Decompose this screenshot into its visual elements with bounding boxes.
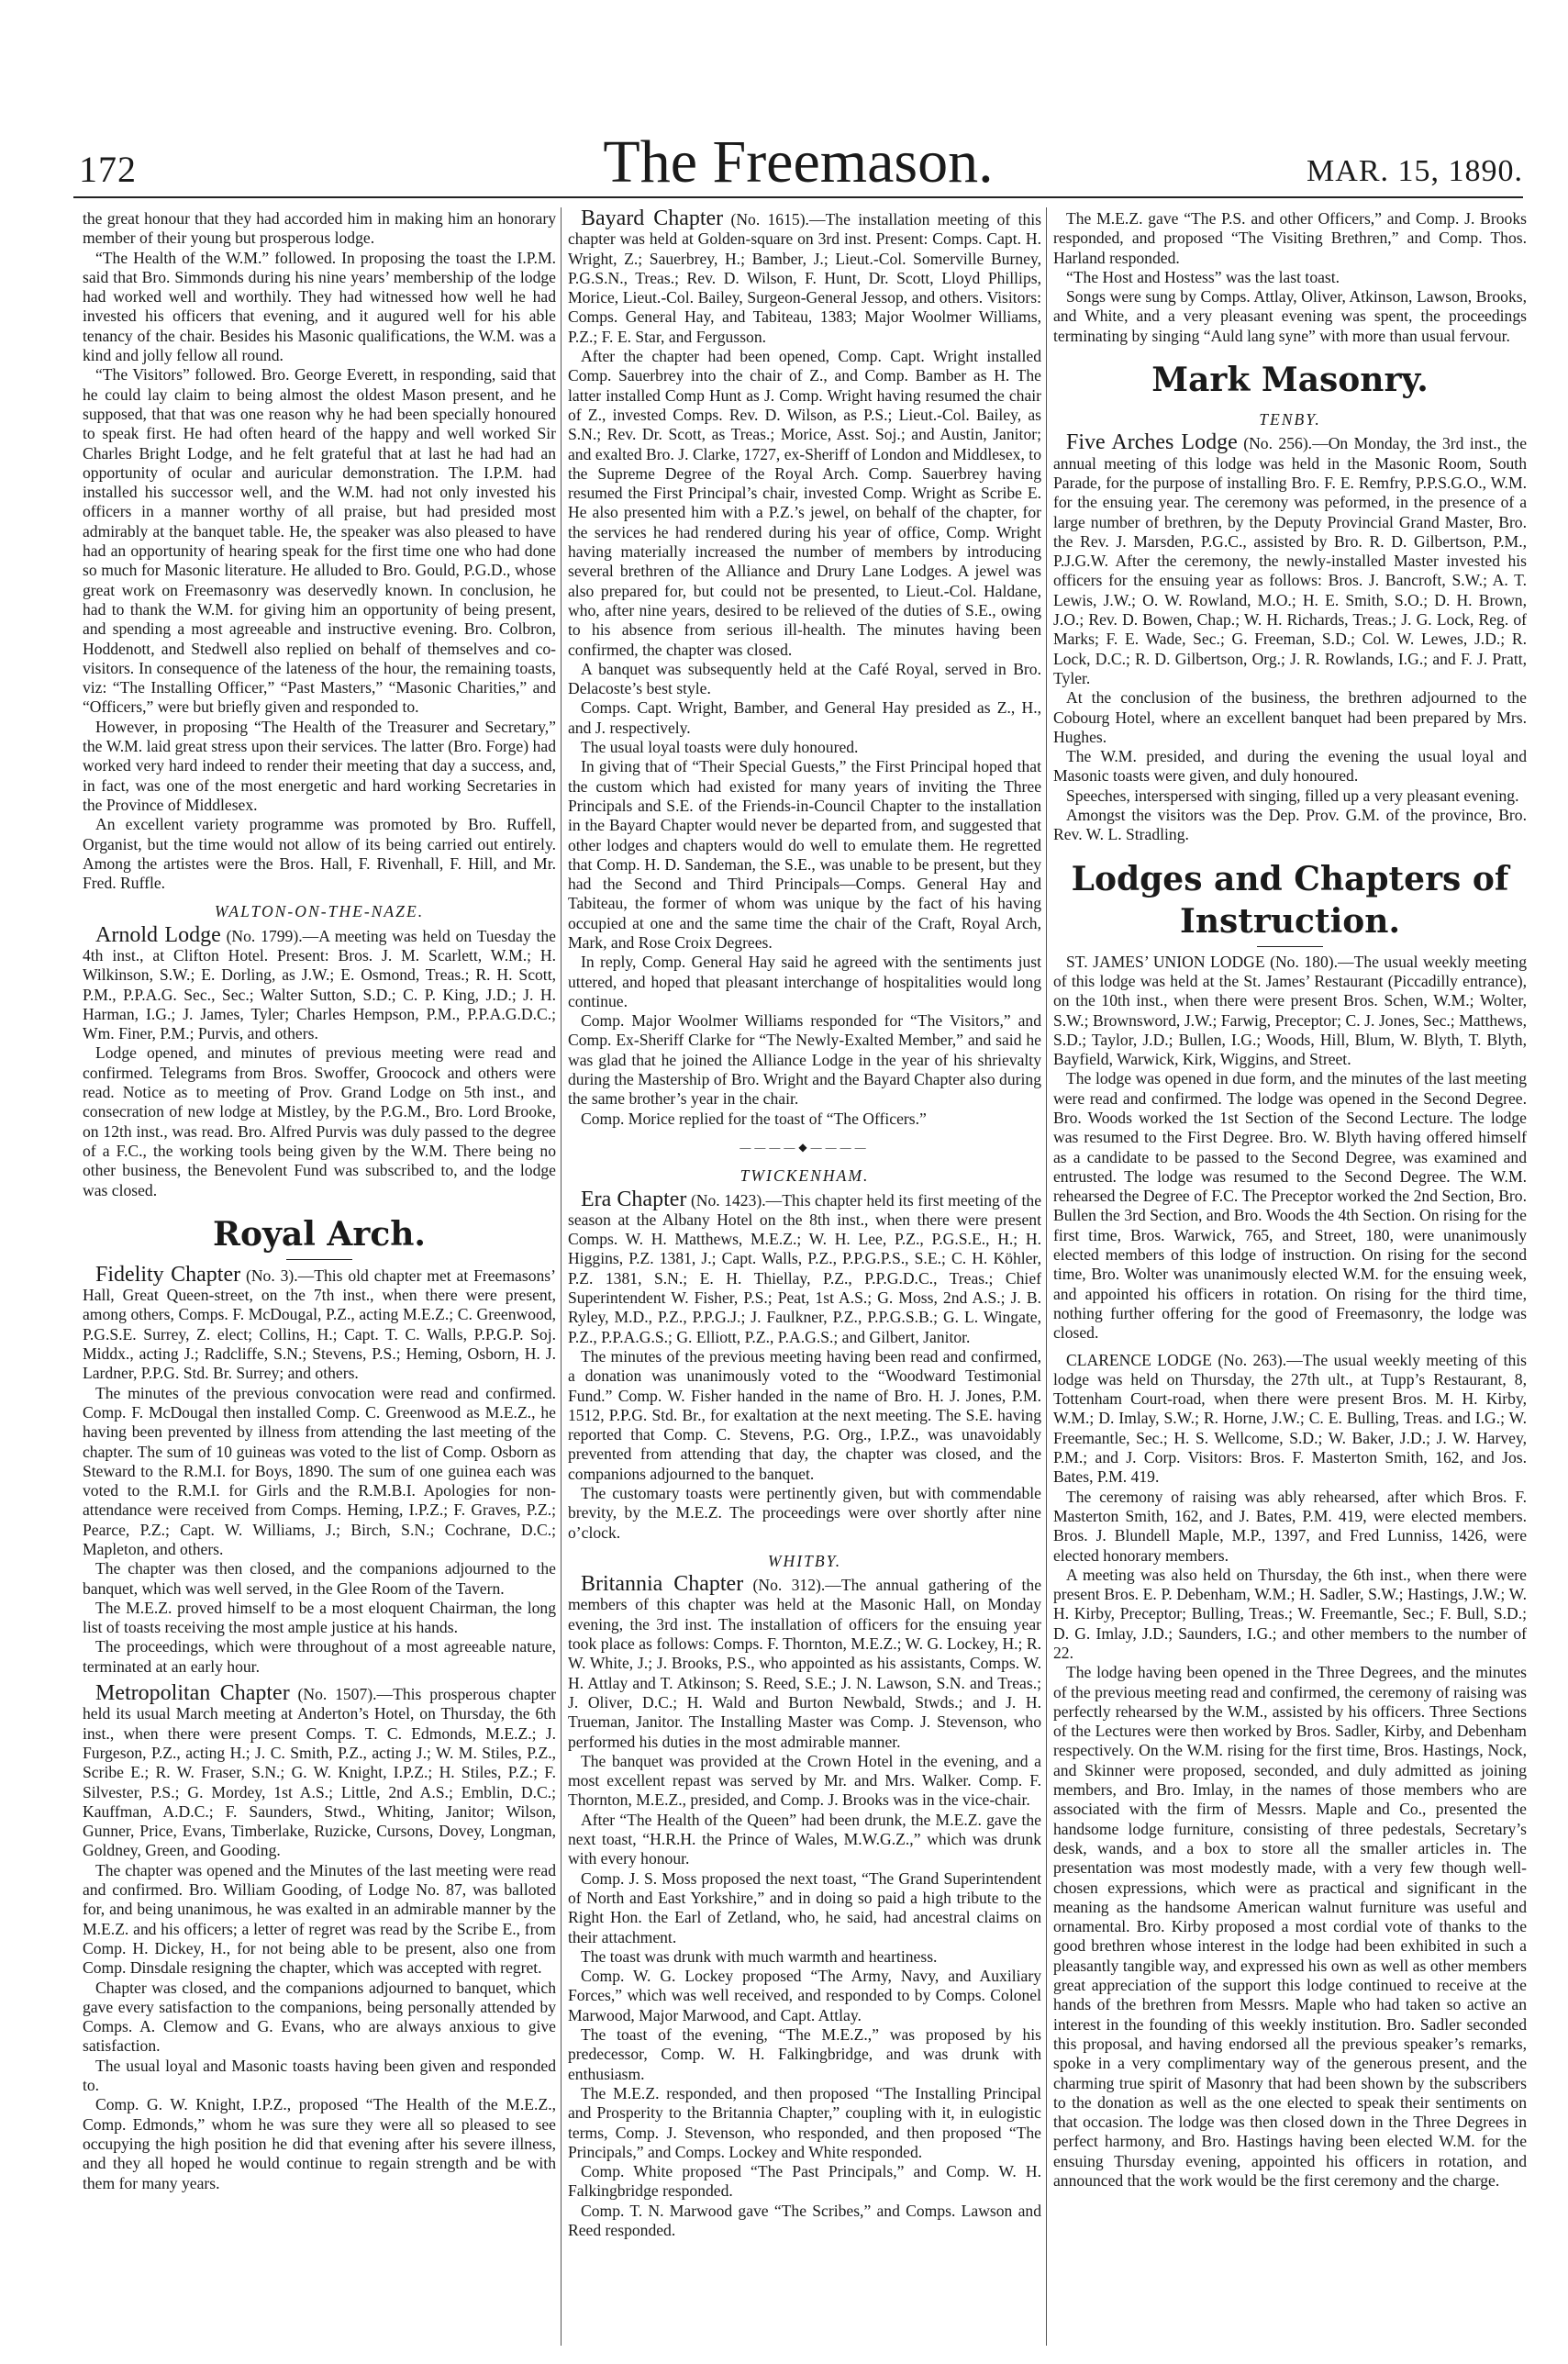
report-text: —The usual weekly meeting of this lodge was held at the St. James’ Restaurant (Piccadilly entrance), on the 10th inst., when there were present Bros. Schen, W.M.; Wolter, S.W.; Brownsword, J.W.; Farwig, Preceptor; C. J. Jones, Sec.; Matthews, S.D.; Taylor, J.D.; Bullen, I.G.; Woods, Hill, Blum, W. Blyth, T. Blyth, Bayfield, Warwick, Kirk, Wiggins, and Street. — [1053, 952, 1527, 1069]
paragraph: The toast was drunk with much warmth and heartiness. — [581, 1946, 938, 1966]
paragraph: Comps. Capt. Wright, Bamber, and General Hay presided as Z., H., and J. respectively. — [568, 698, 1041, 737]
paragraph: The lodge having been opened in the Three Degrees, and the minutes of the previous meeting read and confirmed, the ceremony of raising was perfectly rehearsed by the W.M., assisted by his officers. Three Sections of the Lectures were then worked by Bros. Sadler, Kirby, and Debenham respectively. On the W.M. rising for the first time, Bros. Hastings, Nock, and Skinner were proposed, seconded, and duly admitted as joining members, and Bro. Imlay, in the names of those members who are associated with the firm of Messrs. Maple and Co., presented the handsome lodge furniture, consisting of three pedestals, Secretary’s desk, wands, and a box to store all the smaller articles in. The presentation was most modestly made, with a very few though well-chosen expressions, which were as practical and significant in the meaning as the handsome American walnut furniture was useful and ornamental. Bro. Kirby proposed a most cordial vote of thanks to the good brethren whose interest in the lodge had been exhibited in such a pleasantly tangible way, and expressed his own as well as other members great appreciation of the support this lodge continued to receive at the hands of the brethren from Messrs. Maple who had taken so active an interest in the founding of this weekly institution. Bro. Sadler seconded this proposal, and having endorsed all the previous speaker’s remarks, spoke in a very complimentary way of the generous present, and the charming true spirit of Masonry that had been shown by the subscribers to the donation as well as the one elected to speak their sentiments on that occasion. The lodge was then closed down in the Three Degrees in perfect harmony, and Bro. Hastings having been elected W.M. for the ensuing Thursday evening, appointed his officers in rotation, and announced that the work would be the first ceremony and the charge. — [1053, 1663, 1527, 2191]
paragraph: The M.E.Z. gave “The P.S. and other Officers,” and Comp. J. Brooks responded, and proposed “The Visiting Brethren,” and Comp. Thos. Harland responded. — [1053, 209, 1527, 267]
paragraph: Amongst the visitors was the Dep. Prov. G.M. of the province, Bro. Rev. W. L. Stradling. — [1053, 806, 1527, 844]
report-heading: Britannia Chapter — [581, 1572, 744, 1597]
ornament-divider: ————◆———— — [740, 1140, 870, 1154]
paragraph: The chapter was then closed, and the companions adjourned to the banquet, which was well served, in the Glee Room of the Tavern. — [83, 1559, 556, 1598]
report-paragraph — [83, 922, 556, 1044]
column-3 — [1053, 209, 1527, 2338]
paragraph: The banquet was provided at the Crown Hotel in the evening, and a most excellent repast was served by Mr. and Mrs. Walker. Comp. F. Thornton, M.E.Z., presided, and Comp. J. Brooks was in the vice-chair. — [568, 1751, 1041, 1810]
paragraph: “The Health of the W.M.” followed. In proposing the toast the I.P.M. said that Bro. Simmonds during his nine years’ membership of the lodge had worked well and worthily. They had witnessed how well he had invested his officers that evening, and it augured well for his able tenancy of the chair. Besides his Masonic qualifications, the W.M. was a kind and jolly fellow all round. — [83, 248, 556, 365]
report-text: —On Monday, the 3rd inst., the annual meeting of this lodge was held in the Masonic Room, South Parade, for the purpose of installing Bro. F. E. Remfry, P.P.S.G.O., W.M. for the ensuing year. The ceremony was peformed, in the presence of a large number of brethren, by the Deputy Provincial Grand Master, Bro. the Rev. J. Marsden, P.G.C., assisted by Bro. R. D. Gilbertson, P.M., P.J.G.W. After the ceremony, the newly-installed Master invested his officers for the ensuing year as follows: Bros. J. Bancroft, S.W.; A. T. Lewis, J.W.; O. W. Rowland, M.O.; H. E. Smith, S.O.; D. H. Brown, J.O.; Rev. D. Bowen, Chap.; W. H. Richards, Treas.; J. G. Lock, Reg. of Marks; F. E. Wade, Sec.; G. Freeman, S.D.; Col. W. Lewes, J.D.; R. Lock, D.C.; R. D. Gilbertson, Org.; J. R. Rowlands, I.G.; and F. J. Pratt, Tyler. — [1053, 434, 1527, 687]
lodge-number: (No. 1423). — [690, 1190, 766, 1210]
paragraph: The lodge was opened in due form, and the minutes of the last meeting were read and confirmed. The lodge was opened in the Second Degree. Bro. Woods worked the 1st Section of the Second Lecture. The lodge was resumed to the First Degree. Bro. W. Blyth having offered himself as a candidate to be passed to the Second Degree, was examined and entrusted. The lodge was resumed to the Second Degree. The W.M. rehearsed the Degree of F.C. The Preceptor worked the 2nd Section, Bro. Bullen the 3rd Section, and Bro. Woods the 4th Section. On rising for the first time, Bros. Warwick, 765, and Street, 180, were unanimously elected members of this lodge of instruction. On rising for the second time, Bro. Wolter was unanimously elected W.M. for the ensuing week, and appointed his officers in rotation. On rising for the third time, nothing further offering for the good of Freemasonry, the lodge was closed. — [1053, 1069, 1527, 1343]
section-title: Lodges and Chapters of — [1071, 859, 1509, 898]
column-rule — [561, 207, 562, 2346]
paragraph: The minutes of the previous convocation were read and confirmed. Comp. F. McDougal then installed Comp. C. Greenwood as M.E.Z., he having been prevented by illness from attending the last meeting of the chapter. The sum of 10 guineas was voted to the list of Comp. Osborn as Steward to the R.M.I. for Boys, 1890. The sum of one guinea each was voted to the R.M.I. for Girls and the R.M.B.I. Apologies for non-attendance were received from Comps. Heming, I.P.Z.; F. Graves, P.Z.; Pearce, P.Z.; Capt. W. Williams, J.; Birch, S.N.; Cochrane, D.C.; Mapleton, and others. — [83, 1383, 556, 1558]
section-heading-royal-arch — [83, 1213, 556, 1260]
paragraph: After the chapter had been opened, Comp. Capt. Wright installed Comp. Sauerbrey into the chair of Z., and Comp. Bamber as H. The latter installed Comp Hunt as J. Comp. Wright having resumed the chair of Z., invested Comps. Rev. D. Wilson, as P.S.; Lieut.-Col. Bailey, as S.N.; Rev. Dr. Scott, as Treas.; Morice, Asst. Soj.; and Austin, Janitor; and exalted Bro. J. Clarke, 1727, ex-Sheriff of London and Middlesex, to the Supreme Degree of the Royal Arch. Comp. Sauerbrey having resumed the First Principal’s chair, invested Comp. Wright as Scribe E. He also presented him with a P.Z.’s jewel, on behalf of the chapter, for the services he had rendered during his year of office, Comp. Wright having materially increased the number of members by introducing several brethren of the Alliance and Drury Lane Lodges. A jewel was also prepared for, but could not be presented, to Lieut.-Col. Haldane, who, after nine years, desired to be relieved of the duties of S.E., owing to his absence from serious ill-health. The minutes having been confirmed, the chapter was closed. — [568, 347, 1041, 659]
lodge-number: (No. 256). — [1243, 434, 1313, 453]
paragraph: An excellent variety programme was promoted by Bro. Ruffell, Organist, but the time would not allow of its being carried out entirely. Among the artistes were the Bros. Hall, F. Rivenhall, F. Hill, and Mr. Fred. Ruffle. — [83, 815, 556, 893]
report-heading: Five Arches Lodge — [1066, 430, 1238, 455]
lodge-number: (No. 3). — [245, 1266, 298, 1285]
paragraph: At the conclusion of the business, the brethren adjourned to the Cobourg Hotel, where an excellent banquet had been prepared by Mrs. Hughes. — [1053, 688, 1527, 746]
paragraph: A meeting was also held on Thursday, the 6th inst., when there were present Bros. E. P. Debenham, W.M.; H. Sadler, S.W.; Hastings, J.W.; W. H. Kirby, Preceptor; Bulling, Treas.; W. Freemantle, Sec.; F. Bull, S.D.; D. G. Imlay, J.D.; Saunders, I.G.; and other members to the number of 22. — [1053, 1565, 1527, 1662]
paragraph: The ceremony of raising was ably rehearsed, after which Bros. F. Masterton Smith, 162, and J. Bates, P.M. 419, were elected members. Bros. J. Blundell Maple, M.P., 1397, and Fred Lunniss, 1426, were elected honorary members. — [1053, 1487, 1527, 1565]
paragraph: “The Host and Hostess” was the last toast. — [1066, 267, 1340, 286]
paragraph: After “The Health of the Queen” had been drunk, the M.E.Z. gave the next toast, “H.R.H. the Prince of Wales, M.W.G.Z.,” which was drunk with every honour. — [568, 1810, 1041, 1868]
page-header — [73, 108, 1523, 198]
report-paragraph — [1053, 1351, 1527, 1488]
report-heading: Fidelity Chapter — [95, 1262, 241, 1287]
report-text: —This prosperous chapter held its usual March meeting at Anderton’s Hotel, on Thursday, the 6th inst., when there were present Comps. T. C. Edmonds, M.E.Z.; J. Furgeson, P.Z., acting H.; J. C. Smith, P.Z., acting J.; W. M. Stiles, P.Z., Scribe E.; R. W. Fraser, S.N.; G. W. Knight, I.P.Z.; H. Stiles, P.Z.; F. Silvester, P.S.; G. Mordey, 1st A.S.; Little, 2nd A.S.; Emblin, D.C.; Kauffman, A.D.C.; F. Saunders, Stwd., Whiting, Janitor; Wilson, Gunner, Price, Evans, Timberlake, Ruzicke, Cursons, Dovey, Longman, Goldney, Green, and Gooding. — [83, 1685, 556, 1860]
place-heading: TENBY. — [1259, 410, 1321, 429]
lodge-number: (No. 312). — [752, 1576, 826, 1595]
paragraph: The M.E.Z. proved himself to be a most eloquent Chairman, the long list of toasts receiving the most ample justice at his hands. — [83, 1598, 556, 1637]
paragraph: Songs were sung by Comps. Attlay, Oliver, Atkinson, Lawson, Brooks, and White, and a very pleasant evening was spent, the proceedings terminating by singing “Auld lang syne” with more than usual fervour. — [1053, 287, 1527, 345]
report-heading: Bayard Chapter — [581, 209, 724, 230]
paragraph: Comp. T. N. Marwood gave “The Scribes,” and Comps. Lawson and Reed responded. — [568, 2201, 1041, 2239]
paragraph: The minutes of the previous meeting having been read and confirmed, a donation was unanimously voted to the “Woodward Testimonial Fund.” Comp. W. Fisher handed in the name of Bro. H. J. Jones, P.M. 1512, P.P.G. Std. Br., for exaltation at the next meeting. The S.E. having reported that Comp. C. Stevens, P.G. Org., I.P.Z., was unavoidably prevented from attending that day, the chapter was closed, and the companions adjourned to the banquet. — [568, 1346, 1041, 1483]
paragraph: The toast of the evening, “The M.E.Z.,” was proposed by his predecessor, Comp. W. H. Falkingbridge, and was drunk with enthusiasm. — [568, 2025, 1041, 2083]
place-heading: WHITBY. — [767, 1551, 842, 1570]
paragraph: The W.M. presided, and during the evening the usual loyal and Masonic toasts were given, and duly honoured. — [1053, 747, 1527, 786]
section-title: Royal Arch. — [213, 1214, 426, 1254]
paragraph: Comp. W. G. Lockey proposed “The Army, Navy, and Auxiliary Forces,” which was well received, and responded to by Comps. Colonel Marwood, Major Marwood, and Capt. Attlay. — [568, 1967, 1041, 2024]
report-paragraph — [568, 1187, 1041, 1347]
paragraph: However, in proposing “The Health of the Treasurer and Secretary,” the W.M. laid great stress upon their services. The latter (Bro. Forge) had worked very hard indeed to render their meeting that day a success, and, in fact, was one of the most energetic and hard working Secretaries in the Province of Middlesex. — [83, 717, 556, 814]
report-text: —This chapter held its first meeting of the season at the Albany Hotel on the 8th inst., when there were present Comps. W. H. Matthews, M.E.Z.; W. H. Lee, P.Z., P.G.S.E., H.; H. Higgins, P.Z. 1381, J.; Capt. Walls, P.Z., P.P.G.P.S., S.E.; C. H. Köhler, P.Z. 1381, S.N.; E. H. Thiellay, P.Z., P.P.G.D.C., Treas.; Chief Superintendent W. Fisher, P.S.; Peat, 1st A.S.; G. Moss, 2nd A.S.; J. B. Ryley, M.D., P.Z., P.P.G.J.; J. Faulkner, P.Z., P.P.G.S.B.; G. L. Wingate, P.Z., P.P.A.G.S.; G. Elliott, P.Z., P.A.G.S.; and Gilbert, Janitor. — [568, 1190, 1041, 1346]
paragraph: The customary toasts were pertinently given, but with commendable brevity, by the M.E.Z. The proceedings were over shortly after nine o’clock. — [568, 1484, 1041, 1542]
section-rule — [286, 1259, 352, 1260]
report-heading: Metropolitan Chapter — [95, 1681, 290, 1706]
paragraph: In giving that of “Their Special Guests,” the First Principal hoped that the custom which had existed for many years of inviting the Three Principals and S.E. of the Friends-in-Council Chapter to the installation in the Bayard Chapter would never be departed from, and suggested that other lodges and chapters would do well to emulate them. He regretted that Comp. H. D. Sandeman, the S.E., was unable to be present, but they had the Second and Third Principals—Comps. General Hay and Tabiteau, the former of whom was unique by the fact of his having occupied at one and the same time the chair of the Craft, Royal Arch, Mark, and Rose Croix Degrees. — [568, 757, 1041, 952]
report-paragraph — [83, 1681, 556, 1861]
paragraph: Speeches, interspersed with singing, filled up a very pleasant evening. — [1066, 786, 1519, 805]
place-heading: TWICKENHAM. — [740, 1166, 870, 1186]
report-paragraph — [568, 209, 1041, 347]
lodge-number: (No. 1507). — [297, 1685, 377, 1704]
paragraph: A banquet was subsequently held at the Café Royal, served in Bro. Delacoste’s best style. — [568, 659, 1041, 698]
lodge-number: (No. 1799). — [226, 926, 303, 945]
paragraph: Comp. J. S. Moss proposed the next toast, “The Grand Superintendent of North and East Yorkshire,” and in doing so paid a high tribute to the Right Hon. the Earl of Zetland, who, he said, had ancestral claims on their attachment. — [568, 1868, 1041, 1946]
report-paragraph — [1053, 430, 1527, 688]
section-heading-mark-masonry — [1053, 359, 1527, 401]
paragraph: “The Visitors” followed. Bro. George Everett, in responding, said that he could lay claim to being almost the oldest Mason present, and he supposed, that that was one reason why he had been specially honoured to speak first. He had often heard of the happy and well worked Sir Charles Bright Lodge, and he felt grateful that at last he had had an opportunity of ocular and auricular demonstration. The I.P.M. had installed his successor well, and the W.M. had not only invested his officers in a manner worthy of all praise, but had presided most admirably at the banquet table. He, the speaker was also pleased to have had an opportunity of hearing speak for the first time one who had done so much for Masonic literature. He alluded to Bro. Gould, P.G.D., whose great work on Freemasonry was deservedly known. In conclusion, he had to thank the W.M. for giving him an opportunity of being present, and spending a most agreeable and instructive evening. Bro. Colbron, Hoddenott, and Stedwell also replied on behalf of themselves and co-visitors. In consequence of the lateness of the hour, the remaining toasts, viz: “The Installing Officer,” “Past Masters,” “Masonic Charities,” and “Officers,” were but briefly given and responded to. — [83, 365, 556, 717]
paragraph: Lodge opened, and minutes of previous meeting were read and confirmed. Telegrams from Bros. Swoffer, Groocock and others were read. Notice as to meeting of Prov. Grand Lodge on 5th inst., and consecration of new lodge at Mistley, by the P.G.M., Bro. Lord Brooke, on 12th inst., was read. Bro. Alfred Purvis was duly passed to the degree of a F.C., the working tools being given by the W.M. There being no other business, the Benevolent Fund was subscribed to, and the lodge was closed. — [83, 1043, 556, 1199]
report-paragraph — [83, 1262, 556, 1384]
paragraph: The chapter was opened and the Minutes of the last meeting were read and confirmed. Bro. William Gooding, of Lodge No. 87, was balloted for, and being unanimous, he was exalted in an admirable manner by the M.E.Z. and his officers; a letter of regret was read by the Scribe E., from Comp. H. Dickey, H., for not being able to be present, also one from Comp. Dinsdale resigning the chapter, which was accepted with regret. — [83, 1860, 556, 1978]
paragraph: The proceedings, which were throughout of a most agreeable nature, terminated at an early hour. — [83, 1637, 556, 1676]
lodge-number: (No. 263). — [1218, 1350, 1287, 1369]
column-1 — [83, 209, 556, 2338]
paragraph: In reply, Comp. General Hay said he agreed with the sentiments just uttered, and hoped that pleasant interchange of hospitalities would long continue. — [568, 953, 1041, 1010]
page-number: 172 — [79, 149, 137, 190]
column-rule — [1046, 207, 1047, 2346]
paragraph: Chapter was closed, and the companions adjourned to banquet, which gave every satisfaction to the companions, being personally attended by Comps. A. Clemow and G. Evans, who are always anxious to give satisfaction. — [83, 1978, 556, 2056]
paragraph: Comp. White proposed “The Past Principals,” and Comp. W. H. Falkingbridge responded. — [568, 2162, 1041, 2201]
place-heading: WALTON-ON-THE-NAZE. — [214, 902, 425, 921]
issue-date: MAR. 15, 1890. — [1307, 154, 1523, 188]
section-rule — [1257, 946, 1323, 947]
paragraph: Comp. G. W. Knight, I.P.Z., proposed “The Health of the M.E.Z., Comp. Edmonds,” whom he was sure they were all so pleased to see occupying the high position he did that evening after his severe illness, and they all hoped he would continue to regain strength and be with them for many years. — [83, 2095, 556, 2192]
lodge-number: (No. 180). — [1270, 952, 1338, 971]
report-paragraph — [1053, 953, 1527, 1070]
report-heading: Era Chapter — [581, 1187, 687, 1211]
section-title: Mark Masonry. — [1151, 361, 1429, 400]
paragraph: the great honour that they had accorded him in making him an honorary member of their young but prosperous lodge. — [83, 209, 556, 248]
paragraph: Comp. Major Woolmer Williams responded for “The Visitors,” and Comp. Ex-Sheriff Clarke for “The Newly-Exalted Member,” and said he was glad that he joined the Alliance Lodge in the year of his shrievalty during the Mastership of Bro. Wright and the Bayard Chapter also during the same brother’s year in the chair. — [568, 1011, 1041, 1109]
report-text: —The installation meeting of this chapter was held at Golden-square on 3rd inst. Present: Comps. Capt. H. Wright, Z.; Sauerbrey, H.; Bamber, J.; Lieut.-Col. Somerville Burney, P.G.S.N., Treas.; Rev. D. Wilson, F. Hunt, Dr. Scott, Lloyd Phillips, Morice, Lieut.-Col. Bailey, Surgeon-General Jessop, and others. Visitors: Comps. General Hay, and Tabiteau, 1383; Major Woolmer Williams, P.Z.; F. E. Star, and Fergusson. — [568, 210, 1041, 346]
report-heading: ST. JAMES’ UNION LODGE — [1066, 952, 1265, 971]
report-heading: CLARENCE LODGE — [1066, 1350, 1212, 1369]
report-text: —The annual gathering of the members of this chapter was held at the Masonic Hall, on Monday evening, the 3rd inst. The installation of officers for the ensuing year took place as follows: Comps. F. Thornton, M.E.Z.; W. G. Lockey, H.; R. W. White, J.; J. Brooks, P.S., who appointed as his assistants, Comps. W. H. Attlay and T. Atkinson; S. Reed, S.E.; J. N. Lawson, S.N. and Treas.; J. Oliver, D.C.; H. Wald and Burton Newbald, Stwds.; and J. H. Trueman, Janitor. The Installing Master was Comp. J. Stevenson, who performed his duties in the most admirable manner. — [568, 1576, 1041, 1751]
report-text: —A meeting was held on Tuesday the 4th inst., at Clifton Hotel. Present: Bros. J. M. Scarlett, W.M.; H. Wilkinson, S.W.; E. Dorling, as J.W.; E. Osmond, Treas.; R. H. Scott, P.M., P.P.A.G. Sec., Sec.; Walter Sutton, S.D.; C. P. King, J.D.; J. H. Harman, I.G.; J. James, Tyler; Charles Hempson, P.M., P.P.A.G.D.C.; Wm. Finer, P.M.; Purvis, and others. — [83, 926, 556, 1043]
report-heading: Arnold Lodge — [95, 922, 221, 947]
report-text: —This old chapter met at Freemasons’ Hall, Great Queen-street, on the 7th inst., when there were present, among others, Comps. F. McDougal, P.Z., acting M.E.Z.; C. Greenwood, P.G.S.E. Surrey, Z. elect; Collins, H.; Capt. T. C. Walls, P.P.G.P. Soj. Middx., acting J.; Radcliffe, S.N.; Stevens, P.S.; Heming, Osborn, H. J. Lardner, P.P.G. Std. Br. Surrey; and others. — [83, 1266, 556, 1383]
report-text: —The usual weekly meeting of this lodge was held on Thursday, the 27th ult., at Tupp’s Restaurant, 8, Tottenham Court-road, when there were present Bros. M. H. Kirby, W.M.; D. Imlay, S.W.; R. Horne, J.W.; C. E. Bulling, Treas. and I.G.; W. Freemantle, Sec.; H. S. Wellcome, S.D.; W. Baker, J.D.; J. W. Harvey, P.M.; and J. Corp. Visitors: Bros. F. Masterton Smith, 162, and Jos. Bates, P.M. 419. — [1053, 1350, 1527, 1487]
paragraph: The usual loyal and Masonic toasts having been given and responded to. — [83, 2056, 556, 2095]
paragraph: Comp. Morice replied for the toast of “The Officers.” — [581, 1109, 927, 1128]
masthead-title: The Freemason. — [603, 128, 994, 195]
paragraph: The M.E.Z. responded, and then proposed “The Installing Principal and Prosperity to the Britannia Chapter,” coupling with it, in eulogistic terms, Comp. J. Stevenson, who responded, and then proposed “The Principals,” and Comps. Lockey and White responded. — [568, 2083, 1041, 2161]
report-paragraph — [568, 1572, 1041, 1752]
column-2 — [568, 209, 1041, 2338]
paragraph: The usual loyal toasts were duly honoured. — [581, 738, 859, 757]
section-heading-lodges-of-instruction — [1053, 858, 1527, 947]
lodge-number: (No. 1615). — [730, 210, 809, 229]
section-title-line2: Instruction. — [1180, 901, 1400, 941]
